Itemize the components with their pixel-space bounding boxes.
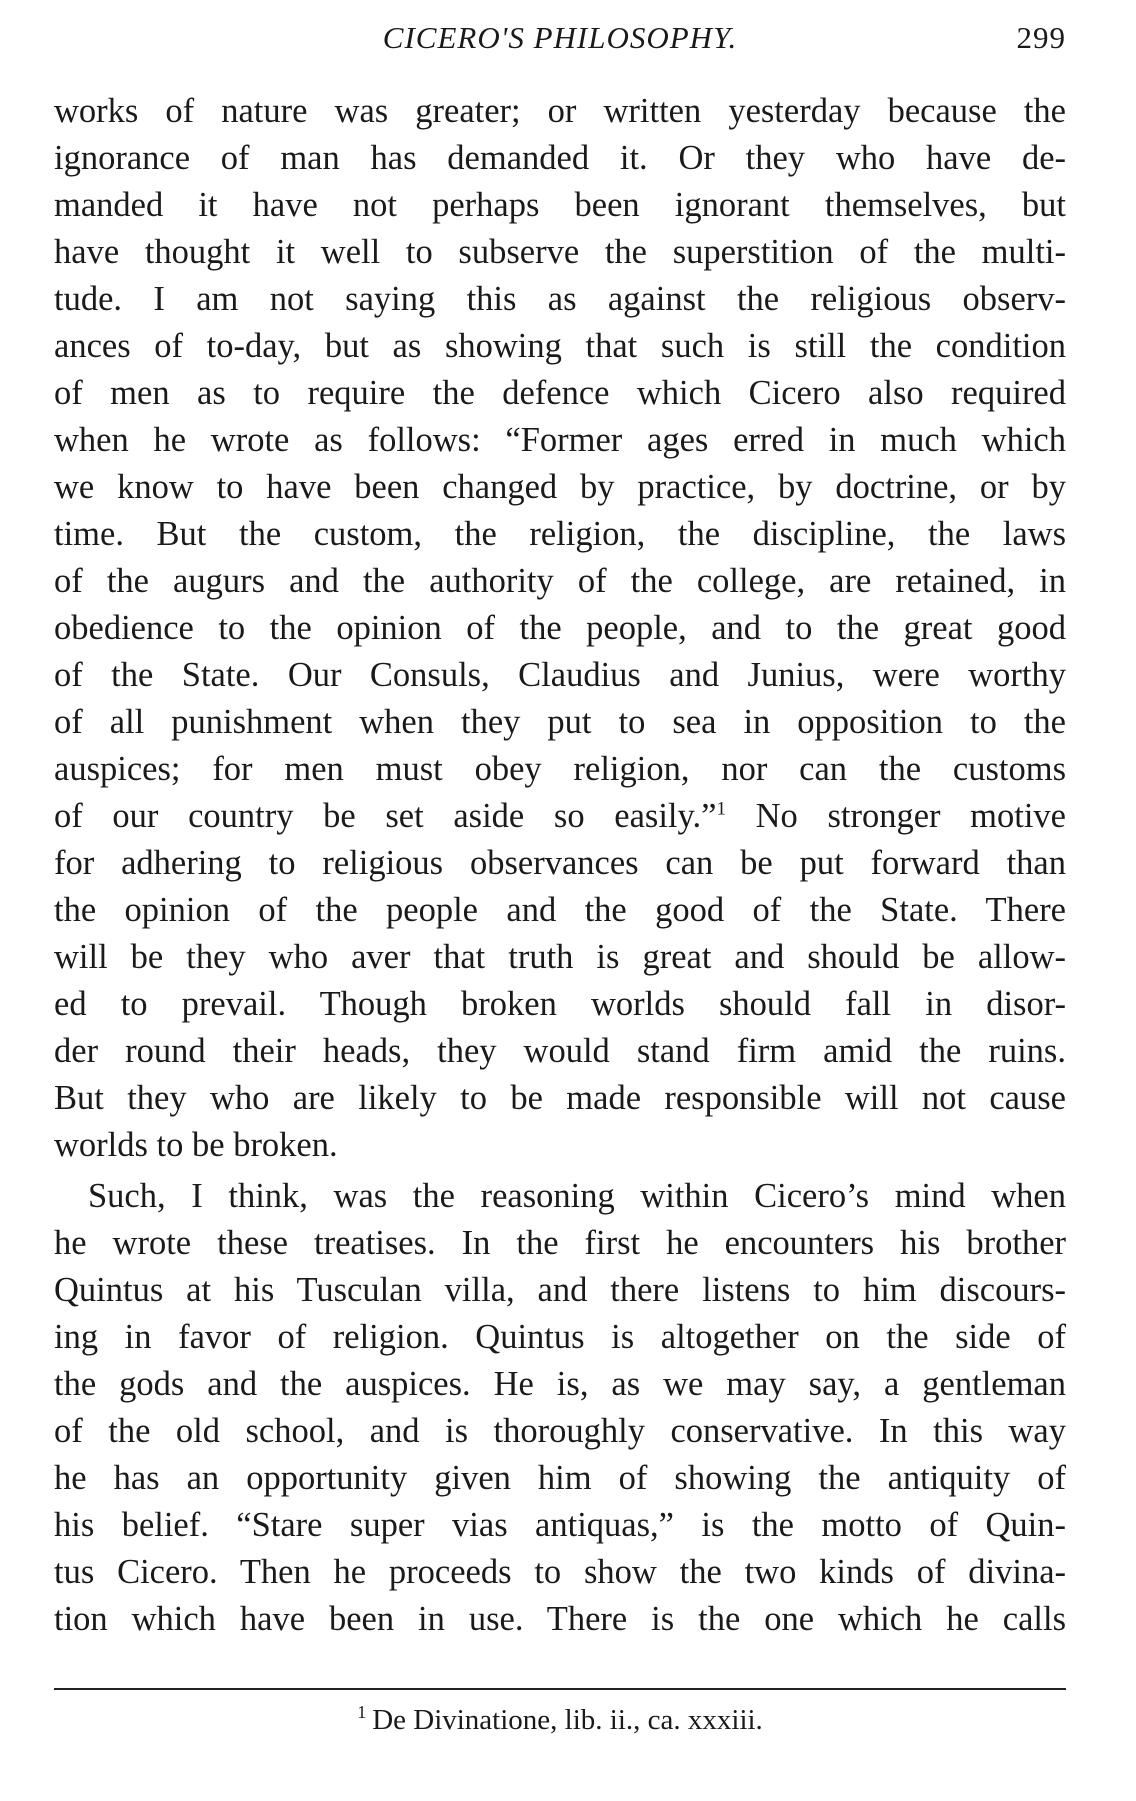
text-line: his belief. “Stare super vias antiquas,” is the motto of Quin- [54, 1506, 1066, 1544]
footnote-reference: 1 [716, 798, 726, 820]
text-line: of men as to require the defence which Cicero also required [54, 374, 1066, 412]
text-line: the opinion of the people and the good of the State. There [54, 891, 1066, 929]
text-line: worlds to be broken. [54, 1126, 338, 1164]
footnote-text: De Divinatione, lib. ii., ca. xxxiii. [372, 1704, 763, 1736]
text-line: he has an opportunity given him of showing the antiquity of [54, 1459, 1066, 1497]
text-line: ances of to-day, but as showing that such is still the condition [54, 327, 1066, 365]
text-line: tude. I am not saying this as against the religious observ- [54, 280, 1066, 318]
text-line: of the State. Our Consuls, Claudius and Junius, were worthy [54, 656, 1066, 694]
running-head [54, 20, 1066, 60]
text-line: ing in favor of religion. Quintus is altogether on the side of [54, 1318, 1066, 1356]
text-line: tion which have been in use. There is the one which he calls [54, 1600, 1066, 1638]
text-line: for adhering to religious observances can be put forward than [54, 844, 1066, 882]
text-line: Such, I think, was the reasoning within Cicero’s mind when [88, 1177, 1066, 1215]
text-line: But they who are likely to be made responsible will not cause [54, 1079, 1066, 1117]
footnote-marker: 1 [357, 1702, 367, 1723]
text-line: ed to prevail. Though broken worlds should fall in disor- [54, 985, 1066, 1023]
body-text [54, 88, 1066, 1643]
text-line: der round their heads, they would stand firm amid the ruins. [54, 1032, 1066, 1070]
text-line: have thought it well to subserve the superstition of the multi- [54, 233, 1066, 271]
text-line: the gods and the auspices. He is, as we may say, a gentleman [54, 1365, 1066, 1403]
text-line: of the old school, and is thoroughly conservative. In this way [54, 1412, 1066, 1450]
text-line: ignorance of man has demanded it. Or they who have de- [54, 139, 1066, 177]
paragraph-1 [54, 88, 1066, 1169]
text-line: obedience to the opinion of the people, and to the great good [54, 609, 1066, 647]
text-line: time. But the custom, the religion, the discipline, the laws [54, 515, 1066, 553]
text-fragment: of our country be set aside so easily.” [54, 797, 717, 835]
running-title: CICERO'S PHILOSOPHY. [382, 20, 738, 55]
text-line: works of nature was greater; or written yesterday because the [54, 92, 1066, 130]
text-line: manded it have not perhaps been ignorant themselves, but [54, 186, 1066, 224]
text-line: of the augurs and the authority of the college, are retained, in [54, 562, 1066, 600]
text-line: will be they who aver that truth is great and should be allow- [54, 938, 1066, 976]
text-line: we know to have been changed by practice, by doctrine, or by [54, 468, 1066, 506]
paragraph-2 [54, 1173, 1066, 1643]
text-line: Quintus at his Tusculan villa, and there listens to him discours- [54, 1271, 1066, 1309]
text-line-with-footnote-ref [54, 793, 1066, 840]
footnote-divider [54, 1688, 1066, 1690]
text-line: he wrote these treatises. In the first he encounters his brother [54, 1224, 1066, 1262]
footnote [54, 1700, 1066, 1740]
page-number: 299 [1016, 20, 1066, 55]
text-fragment: No stronger motive [725, 797, 1066, 835]
text-line: tus Cicero. Then he proceeds to show the two kinds of divina- [54, 1553, 1066, 1591]
text-line: of all punishment when they put to sea in opposition to the [54, 703, 1066, 741]
text-line: auspices; for men must obey religion, nor can the customs [54, 750, 1066, 788]
text-line: when he wrote as follows: “Former ages erred in much which [54, 421, 1066, 459]
